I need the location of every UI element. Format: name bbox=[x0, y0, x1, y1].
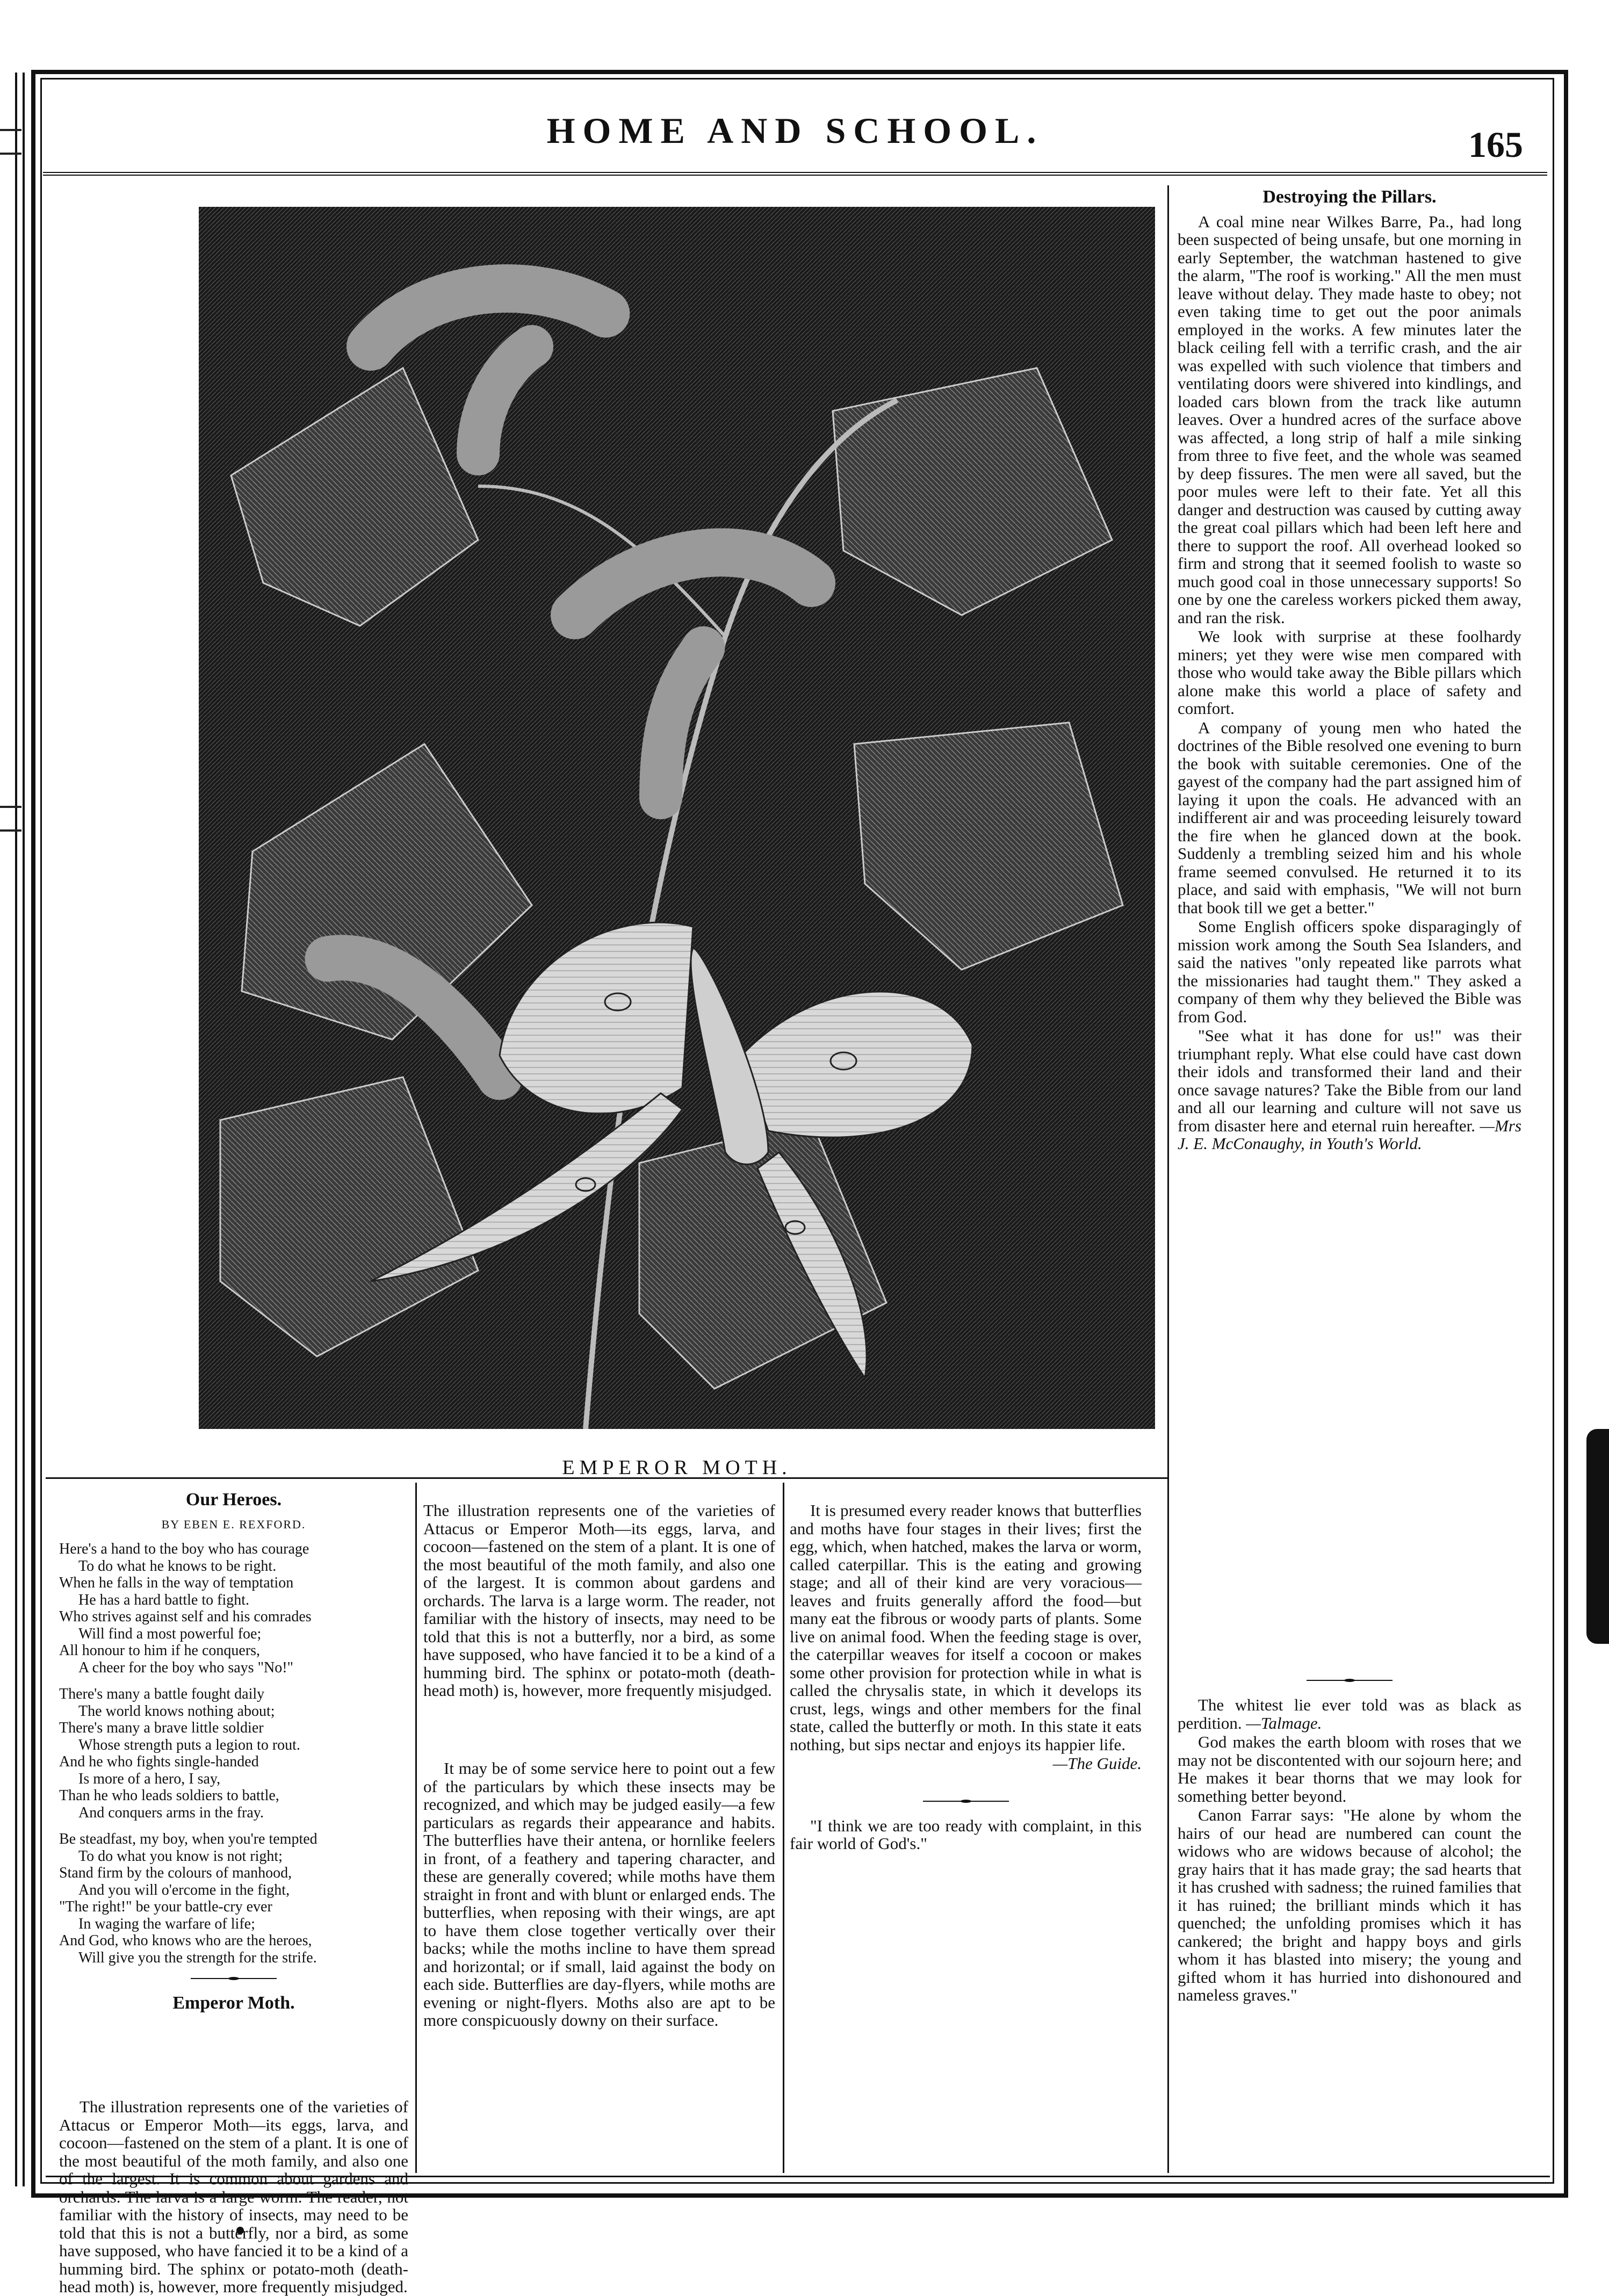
ornament-rule bbox=[191, 1977, 277, 1980]
paragraph-text: The whitest lie ever told was as black as perdition. bbox=[1178, 1695, 1521, 1732]
poem-line: Will find a most powerful foe; bbox=[78, 1625, 262, 1642]
article-title: Emperor Moth. bbox=[172, 1993, 295, 2013]
poem-line: Whose strength puts a legion to rout. bbox=[78, 1736, 300, 1753]
column-rule bbox=[1167, 185, 1169, 2173]
article-title: Destroying the Pillars. bbox=[1262, 187, 1437, 207]
poem-stanza bbox=[59, 1831, 408, 1966]
poem-line: Here's a hand to the boy who has courage bbox=[59, 1541, 309, 1557]
poem-line: There's many a battle fought daily bbox=[59, 1686, 265, 1702]
emperor-moth-illustration bbox=[199, 207, 1155, 1429]
moth-article-start bbox=[59, 2097, 408, 2296]
poem-line: All honour to him if he conquers, bbox=[59, 1642, 261, 1659]
paragraph-text: The illustration represents one of the varieties of Attacus or Emperor Moth—its eggs, larva, and cocoon—fastened on the stem of a plant. It is one of the most beautiful of the moth family, and also one of the largest. It is common about gardens and orchards. The larva is a large worm. The reader, not familiar with the history of insects, may need to be told that this is not a butterfly, nor a bird, as some have supposed, who have fancied it to be a kind of a humming bird. The sphinx or potato-moth (death-head moth) is, however, more frequently misjudged. bbox=[423, 1501, 775, 1700]
masthead-title: HOME AND SCHOOL. bbox=[546, 110, 1044, 151]
illustration-caption: EMPEROR MOTH. bbox=[562, 1456, 792, 1479]
article-attribution: —Mrs J. E. McConaughy, in Youth's World. bbox=[1178, 1116, 1522, 1153]
filler-paragraph bbox=[1178, 1696, 1521, 1732]
poem-byline: BY EBEN E. REXFORD. bbox=[161, 1517, 306, 1531]
poem-line: And conquers arms in the fray. bbox=[78, 1804, 264, 1821]
article-paragraph: A coal mine near Wilkes Barre, Pa., had long been suspected of being unsafe, but one morning in early September, the watchman hastened to give the alarm, "The roof is working." All the men must leave without delay. They made haste to obey; not even taking time to get out the poor animals employed in the works. A few minutes later the black ceiling fell with a terrific crash, and the air was expelled with such violence that timbers and ventilating doors were shivered into kindlings, and loaded cars blown from the track like autumn leaves. Over a hundred acres of the surface above was affected, a long strip of half a mile sinking from three to five feet, and the whole was seamed by deep fissures. The men were all saved, but the poor mules were left to their fate. Yet all this danger and destruction was caused by cutting away the great coal pillars which had been left here and there to support the roof. All overhead looked so firm and strong that it seemed foolish to waste so much good coal in those unnecessary supports! So one by one the careless workers picked them away, and ran the risk. bbox=[1178, 212, 1521, 627]
poem-line: Be steadfast, my boy, when you're tempted bbox=[59, 1831, 318, 1847]
poem-line: Than he who leads soldiers to battle, bbox=[59, 1787, 279, 1804]
article-paragraph bbox=[1178, 1027, 1521, 1153]
poem-line: To do what he knows to be right. bbox=[78, 1557, 277, 1575]
article-paragraph: It may be of some service here to point out a few of the particulars by which these insects may be recognized, and which may be judged easily—a few particulars as regards their appearance and habits. The butterflies have their antena, or hornlike feelers in front, of a feathery and tapering character, and these are generally covered; while moths have them straight in front and with blunt or enlarged ends. The butterflies, when reposing with their wings, are apt to have them close together vertically over their backs; while the moths incline to have them spread and horizontal; or if small, laid against the body on each side. Butterflies are day-flyers, while moths are evening or night-flyers. Moths also are apt to be more conspicuously downy on their surface. bbox=[423, 1759, 775, 2030]
poem-line: He has a hard battle to fight. bbox=[78, 1591, 250, 1608]
poem-line: There's many a brave little soldier bbox=[59, 1720, 264, 1736]
attribution-text: —The Guide. bbox=[1052, 1754, 1142, 1773]
engraving-image bbox=[199, 207, 1155, 1429]
page-number: 165 bbox=[1468, 124, 1523, 165]
poem-line: And God, who knows who are the heroes, bbox=[59, 1932, 312, 1949]
left-margin-rule bbox=[15, 73, 25, 2186]
article-paragraph: The illustration represents one of the varieties of Attacus or Emperor Moth—its eggs, larva, and cocoon—fastened on the stem of a plant. It is one of the most beautiful of the moth family, and also one of the largest. It is common about gardens and orchards. The larva is a large worm. The reader, not familiar with the history of insects, may need to be told that this is not a butterfly, nor a bird, as some have supposed, who have fancied it to be a kind of a humming bird. The sphinx or potato-moth (death-head moth) is, however, more frequently misjudged. bbox=[59, 2097, 408, 2296]
page-header bbox=[43, 107, 1547, 176]
poem-line: To do what you know is not right; bbox=[78, 1847, 283, 1865]
column-rule bbox=[783, 1483, 784, 2173]
section-rule bbox=[46, 1477, 1168, 1479]
article-attribution bbox=[790, 1755, 1142, 1773]
filler-paragraph: God makes the earth bloom with roses that we may not be discontented with our sojourn here; and He makes it bear thorns that we may look for something better beyond. bbox=[1178, 1732, 1521, 1806]
poem-stanza bbox=[59, 1686, 408, 1821]
poem-line: In waging the warfare of life; bbox=[78, 1915, 255, 1932]
poem-line: Who strives against self and his comrades bbox=[59, 1608, 312, 1625]
poem-line: "The right!" be your battle-cry ever bbox=[59, 1898, 272, 1915]
ornament-rule bbox=[1307, 1679, 1392, 1682]
poem-line: The world knows nothing about; bbox=[78, 1702, 275, 1720]
article-paragraph: Some English officers spoke disparagingly of mission work among the South Sea Islanders, and said the natives "only repeated like parrots what the missionaries had taught them." They asked a company of them why they believed the Bible was from God. bbox=[1178, 917, 1521, 1026]
poem-line: And he who fights single-handed bbox=[59, 1753, 259, 1770]
article-paragraph bbox=[423, 1501, 775, 1754]
article-paragraph: A company of young men who hated the doctrines of the Bible resolved one evening to burn the book with suitable ceremonies. One of the gayest of the company had the part assigned him of laying it upon the coals. He advanced with an indifferent air and was proceeding leisurely toward the fire when he glanced down at the book. Suddenly a trembling seized him and his whole frame seemed convulsed. He returned it to its place, and said with emphasis, "We will not burn that book till we get a better." bbox=[1178, 718, 1521, 917]
ornament-rule bbox=[923, 1800, 1009, 1803]
left-margin-mark bbox=[0, 806, 21, 832]
left-margin-mark bbox=[0, 129, 21, 155]
poem-title: Our Heroes. bbox=[185, 1490, 282, 1510]
paragraph-text: "See what it has done for us!" was their triumphant reply. What else could have cast down their idols and transformed their land and their once savage natures? Take the Bible from our land and all our learning and culture will not save us from disaster here and eternal ruin hereafter. bbox=[1178, 1026, 1521, 1135]
article-paragraph: We look with surprise at these foolhardy miners; yet they were wise men compared with those who would take away the Bible pillars which alone make this world a place of safety and comfort. bbox=[1178, 627, 1521, 718]
poem-line: And you will o'ercome in the fight, bbox=[78, 1881, 290, 1898]
poem-line: Is more of a hero, I say, bbox=[78, 1770, 221, 1787]
article-paragraph: It is presumed every reader knows that butterflies and moths have four stages in their lives; first the egg, which, when hatched, makes the larva or worm, called caterpillar. This is the eating and growing stage; and all of their kind are very voracious—leaves and fruits generally afford the food—but many eat the fibrous or woody parts of plants. Some live on animal food. When the feeding stage is over, the caterpillar weaves for itself a cocoon or makes some other provision for protection while in what is called the chrysalis state, in which it develops its crust, legs, wings and other members for the final state, called the butterfly or moth. In this state it eats nothing, but sips nectar and enjoys its happier life. bbox=[790, 1501, 1142, 1754]
poem-line: Stand firm by the colours of manhood, bbox=[59, 1865, 292, 1881]
moth-article-continued bbox=[423, 1501, 775, 2163]
quote-paragraph: "I think we are too ready with complaint, in this fair world of God's." bbox=[790, 1816, 1142, 1853]
moth-article-end bbox=[790, 1501, 1142, 1854]
column-rule bbox=[415, 1483, 417, 2173]
poem-line: When he falls in the way of temptation bbox=[59, 1575, 294, 1591]
poem-stanza bbox=[59, 1541, 408, 1676]
filler-column bbox=[1178, 1668, 1521, 2005]
filler-attribution: —Talmage. bbox=[1246, 1713, 1322, 1732]
poem-column bbox=[59, 1491, 408, 2019]
poem-line: Will give you the strength for the strife. bbox=[78, 1949, 317, 1966]
binding-tab bbox=[1586, 1429, 1609, 1644]
article-destroying-pillars bbox=[1178, 188, 1521, 1154]
poem-body bbox=[59, 1541, 408, 1966]
poem-line: A cheer for the boy who says "No!" bbox=[78, 1659, 293, 1676]
filler-paragraph: Canon Farrar says: "He alone by whom the hairs of our head are numbered can count the widows who are widows because of alcohol; the gray hairs that it has made gray; the sad hearts that it has crushed with sadness; the ruined families that it has ruined; the brilliant minds which it has quenched; the unfolding promises which it has cankered; the bright and happy boys and girls whom it has blasted into misery; the young and gifted whom it has hurried into dishonoured and nameless graves." bbox=[1178, 1806, 1521, 2004]
